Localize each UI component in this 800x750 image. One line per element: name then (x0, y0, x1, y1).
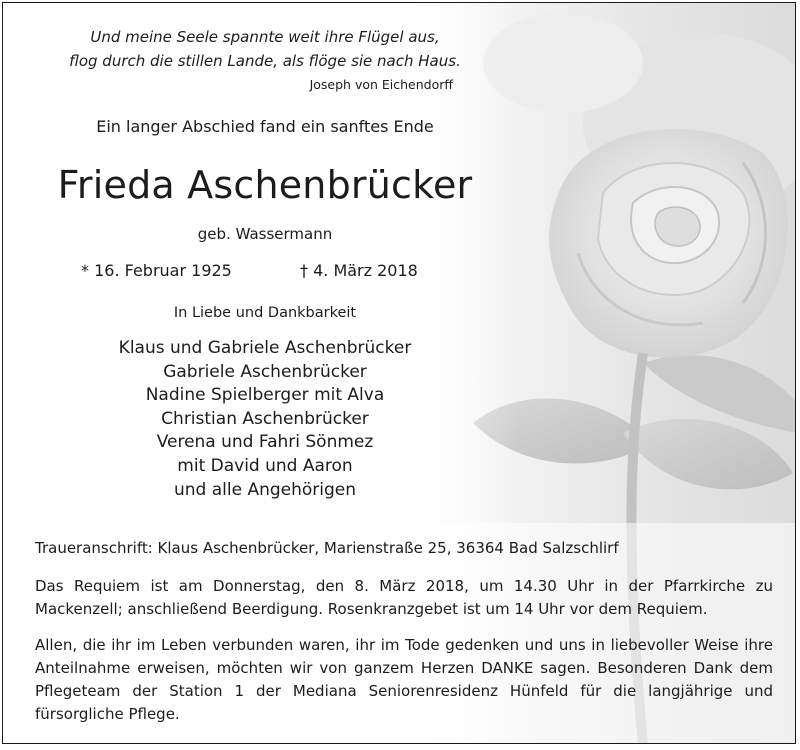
thanks-notice: Allen, die ihr im Leben verbunden waren, ihr im Tode gedenken und uns in liebevoller Weise ihre Anteilnahme erweisen, möchten wir von ganzem Herzen DANKE sagen. Besonderen Dank dem Pflegeteam der Station 1 der Mediana Seniorenresidenz Hünfeld für die langjährige und fürsorgliche Pflege. (35, 636, 773, 723)
requiem-notice: Das Requiem ist am Donnerstag, den 8. März 2018, um 14.30 Uhr in der Pfarrkirche zu Mackenzell; anschließend Beerdigung. Rosenkranzgebet ist um 14 Uhr vor dem Requiem. (35, 577, 773, 618)
family-list (43, 337, 487, 502)
poem-quote (43, 25, 487, 73)
family-member: und alle Angehörigen (173, 479, 357, 500)
mourning-address: Traueranschrift: Klaus Aschenbrücker, Marienstraße 25, 36364 Bad Salzschlirf (35, 539, 619, 557)
family-member: Klaus und Gabriele Aschenbrücker (118, 338, 412, 358)
death-date: † 4. März 2018 (300, 261, 418, 280)
birth-date: * 16. Februar 1925 (81, 261, 232, 280)
deceased-name: Frieda Aschenbrücker (57, 163, 473, 207)
poem-line: Und meine Seele spannte weit ihre Flügel aus, (90, 28, 440, 46)
love-line: In Liebe und Dankbarkeit (173, 305, 357, 321)
poem-author: Joseph von Eichendorff (309, 77, 453, 92)
subtitle: Ein langer Abschied fand ein sanftes Ende (96, 117, 434, 136)
poem-line: flog durch die stillen Lande, als flöge sie nach Haus. (69, 52, 461, 70)
family-member: mit David und Aaron (177, 455, 353, 476)
obituary-card (2, 2, 796, 744)
family-member: Gabriele Aschenbrücker (163, 361, 367, 382)
obituary-content (3, 3, 796, 744)
family-member: Verena und Fahri Sönmez (156, 432, 374, 453)
family-member: Christian Aschenbrücker (161, 408, 369, 429)
birth-name: geb. Wassermann (197, 225, 333, 243)
family-member: Nadine Spielberger mit Alva (145, 385, 385, 406)
